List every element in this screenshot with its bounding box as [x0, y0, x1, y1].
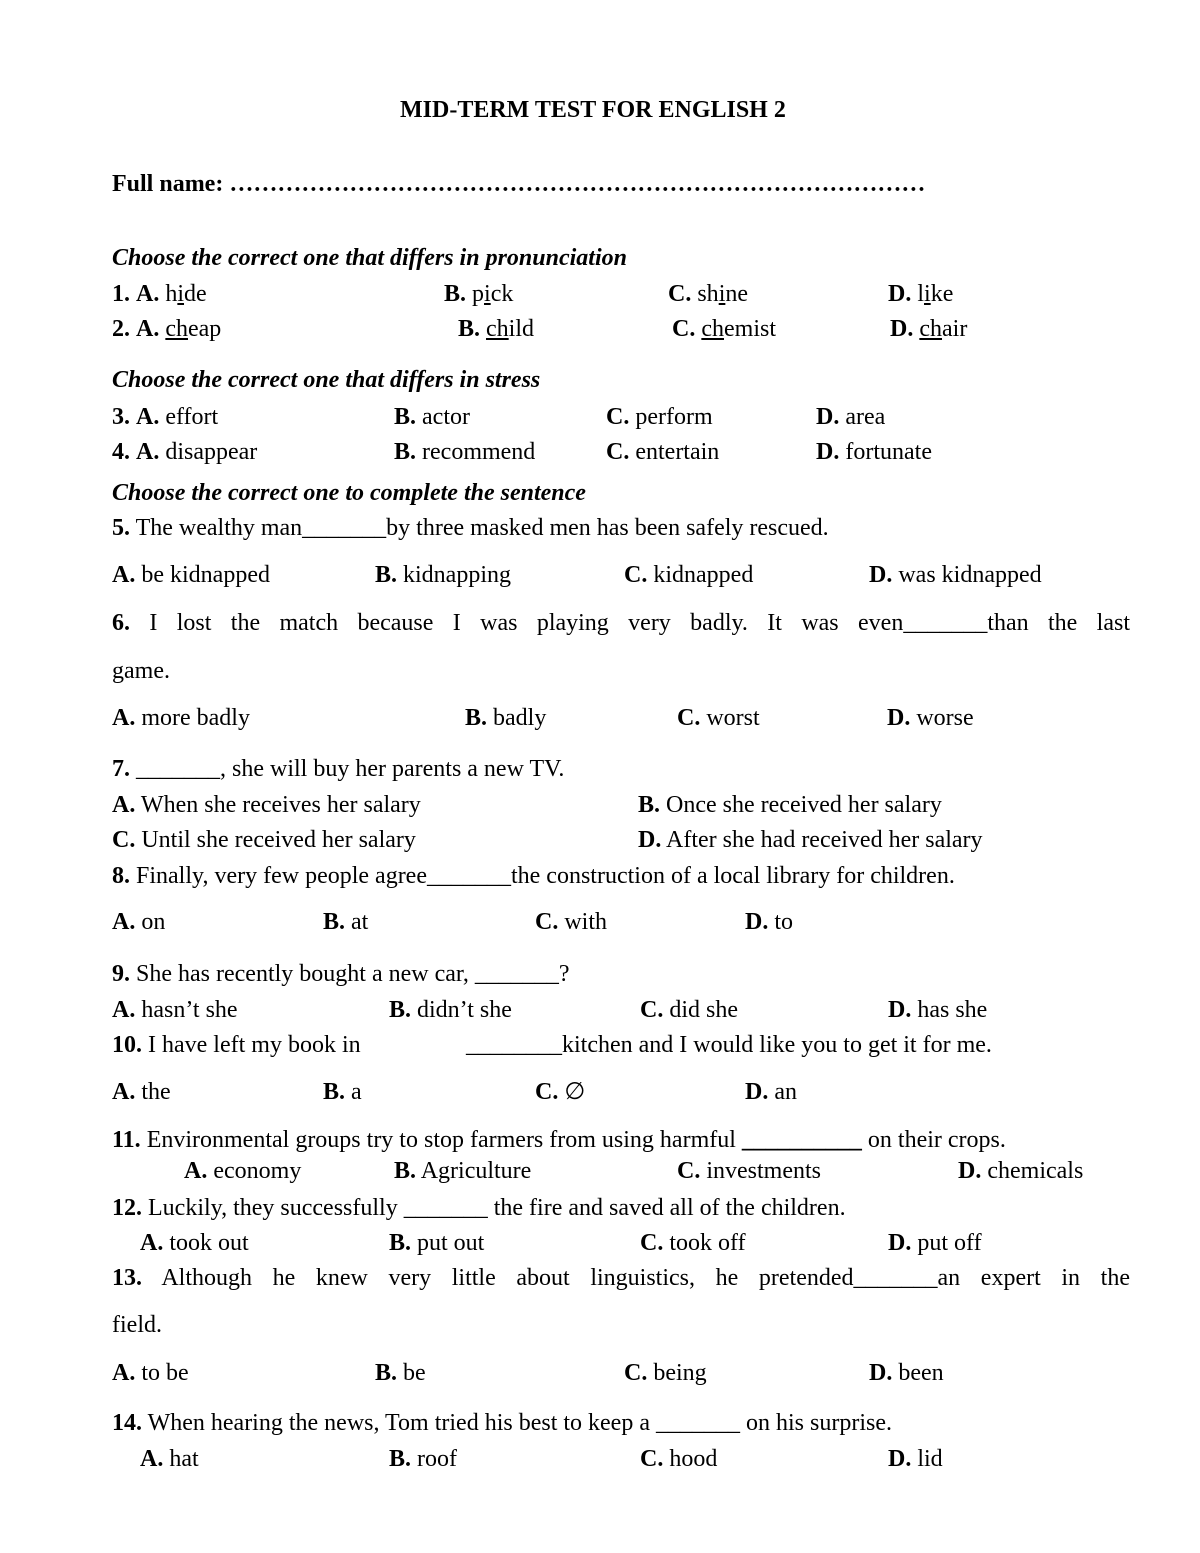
option-letter: C.: [677, 705, 701, 731]
option-letter: C.: [640, 1230, 664, 1256]
option-text: took out: [169, 1230, 249, 1256]
q2-option-a: [112, 317, 221, 341]
option-letter: C.: [606, 439, 630, 465]
option-letter: A.: [184, 1158, 208, 1184]
question-number: 6.: [112, 610, 130, 636]
option-text: kidnapping: [403, 562, 512, 588]
q1-option-d: [888, 282, 953, 306]
q10-option-c: [535, 1080, 585, 1104]
q5-option-d: [869, 563, 1042, 587]
question-number: 9.: [112, 961, 130, 987]
q7-option-d: [638, 828, 983, 852]
q10-option-a: [112, 1080, 171, 1104]
option-letter: B.: [375, 562, 398, 588]
q8-option-c: [535, 910, 607, 934]
q7-option-a: [112, 793, 421, 817]
option-text: When she receives her salary: [140, 792, 421, 818]
question-number: 14.: [112, 1410, 142, 1436]
q11-option-b: [394, 1159, 531, 1183]
q6-option-a: [112, 706, 250, 730]
q2-option-b: [458, 317, 534, 341]
question-text: The wealthy man_______by three masked men has been safely rescued.: [135, 515, 829, 541]
q11-option-c: [677, 1159, 821, 1183]
option-text: disappear: [165, 439, 258, 465]
option-text: the: [141, 1079, 171, 1105]
option-word: child: [486, 316, 535, 342]
question-number: 3.: [112, 404, 130, 430]
q10-stem-part2: ________kitchen and I would like you to get it for me.: [466, 1032, 992, 1058]
option-letter: C.: [672, 316, 696, 342]
option-text: area: [845, 404, 886, 430]
q7-option-c: [112, 828, 416, 852]
option-text: hasn’t she: [141, 997, 238, 1023]
option-letter: B.: [375, 1360, 398, 1386]
question-text: I have left my book in: [148, 1032, 361, 1058]
option-letter: B.: [389, 1230, 412, 1256]
underlined-sound: i: [924, 281, 931, 307]
q10-option-d: [745, 1080, 797, 1104]
q14-option-d: [888, 1447, 943, 1471]
option-letter: B.: [638, 792, 661, 818]
option-word: chair: [919, 316, 968, 342]
q9-option-b: [389, 998, 512, 1022]
q1-option-a: [112, 282, 207, 306]
q2-option-d: [890, 317, 967, 341]
q14-option-b: [389, 1447, 457, 1471]
option-letter: C.: [677, 1158, 701, 1184]
q8-stem: [112, 864, 955, 888]
q13-stem-line2: field.: [112, 1312, 162, 1338]
underlined-sound: ch: [919, 316, 942, 342]
option-letter: D.: [638, 827, 662, 853]
question-number: 5.: [112, 515, 130, 541]
question-number: 13.: [112, 1265, 142, 1291]
option-text: on: [141, 909, 166, 935]
q6-option-c: [677, 706, 760, 730]
option-text: at: [351, 909, 369, 935]
q11-option-a: [184, 1159, 301, 1183]
option-text: was kidnapped: [898, 562, 1042, 588]
option-letter: A.: [136, 404, 160, 430]
option-letter: D.: [890, 316, 914, 342]
option-letter: A.: [112, 1360, 136, 1386]
q7-stem: [112, 757, 564, 781]
option-letter: C.: [535, 909, 559, 935]
option-letter: A.: [140, 1230, 164, 1256]
q9-option-c: [640, 998, 738, 1022]
option-letter: D.: [816, 439, 840, 465]
option-text: Until she received her salary: [141, 827, 416, 853]
option-text: kidnapped: [653, 562, 754, 588]
underlined-sound: i: [177, 281, 185, 307]
option-word: pick: [472, 281, 514, 307]
option-text: hood: [669, 1446, 718, 1472]
option-word: like: [917, 281, 954, 307]
option-letter: A.: [112, 705, 136, 731]
option-letter: C.: [640, 997, 664, 1023]
option-letter: C.: [668, 281, 692, 307]
option-text: effort: [165, 404, 219, 430]
option-letter: A.: [140, 1446, 164, 1472]
question-text: I lost the match because I was playing very badly. It was even_______than the last: [149, 610, 1131, 636]
q6-stem-line1: [112, 611, 1130, 635]
option-letter: C.: [535, 1079, 559, 1105]
option-text: a: [351, 1079, 362, 1105]
option-text: Agriculture: [420, 1158, 532, 1184]
answer-blank: __________: [741, 1127, 862, 1153]
q10-stem-part1: [112, 1033, 361, 1057]
option-letter: A.: [136, 439, 160, 465]
underlined-sound: ch: [701, 316, 724, 342]
underlined-sound: ch: [486, 316, 509, 342]
option-text: roof: [417, 1446, 457, 1472]
underlined-sound: ch: [165, 316, 188, 342]
option-word: chemist: [701, 316, 776, 342]
option-text: did she: [669, 997, 739, 1023]
option-letter: D.: [745, 909, 769, 935]
page-title: MID-TERM TEST FOR ENGLISH 2: [400, 97, 786, 123]
q8-option-a: [112, 910, 165, 934]
option-text: be: [403, 1360, 426, 1386]
option-letter: A.: [112, 792, 136, 818]
option-text: investments: [706, 1158, 821, 1184]
option-letter: D.: [869, 1360, 893, 1386]
section-heading-pronunciation: Choose the correct one that differs in pronunciation: [112, 245, 627, 271]
option-text: After she had received her salary: [666, 827, 983, 853]
option-letter: B.: [444, 281, 467, 307]
option-letter: A.: [112, 909, 136, 935]
question-text: _______, she will buy her parents a new TV.: [136, 756, 565, 782]
option-text: be kidnapped: [141, 562, 270, 588]
q5-option-c: [624, 563, 753, 587]
question-text: Luckily, they successfully _______ the fire and saved all of the children.: [148, 1195, 846, 1221]
q3-option-b: [394, 405, 470, 429]
question-text: on their crops.: [867, 1127, 1006, 1153]
option-letter: C.: [640, 1446, 664, 1472]
option-letter: A.: [136, 281, 160, 307]
option-letter: A.: [112, 997, 136, 1023]
option-letter: C.: [606, 404, 630, 430]
option-text: perform: [635, 404, 713, 430]
q5-stem: [112, 516, 829, 540]
option-text: more badly: [141, 705, 250, 731]
q6-option-d: [887, 706, 974, 730]
option-word: hide: [165, 281, 207, 307]
question-text: Although he knew very little about linguistics, he pretended_______an expert in the: [161, 1265, 1130, 1291]
question-text: She has recently bought a new car, _______?: [136, 961, 570, 987]
option-text: being: [653, 1360, 707, 1386]
option-letter: A.: [112, 1079, 136, 1105]
full-name-label: Full name:: [112, 171, 224, 197]
option-letter: D.: [888, 997, 912, 1023]
option-letter: B.: [465, 705, 488, 731]
q3-option-a: [112, 405, 218, 429]
q9-option-d: [888, 998, 987, 1022]
q14-option-c: [640, 1447, 717, 1471]
full-name-dots: ……………………………………………………………………………: [229, 171, 926, 197]
question-number: 7.: [112, 756, 130, 782]
option-text: Once she received her salary: [666, 792, 942, 818]
q9-stem: [112, 962, 570, 986]
option-text: took off: [669, 1230, 746, 1256]
q1-option-c: [668, 282, 748, 306]
q6-stem-line2: game.: [112, 658, 170, 684]
option-letter: D.: [888, 281, 912, 307]
question-text: Environmental groups try to stop farmers from using harmful: [146, 1127, 736, 1153]
q6-option-b: [465, 706, 546, 730]
option-letter: B.: [394, 439, 417, 465]
option-letter: B.: [389, 997, 412, 1023]
option-letter: B.: [389, 1446, 412, 1472]
option-text: has she: [917, 997, 988, 1023]
option-letter: B.: [323, 909, 346, 935]
q7-option-b: [638, 793, 942, 817]
option-text: put out: [417, 1230, 485, 1256]
q11-stem: [112, 1128, 1006, 1152]
question-number: 1.: [112, 281, 130, 307]
option-text: actor: [422, 404, 470, 430]
question-number: 2.: [112, 316, 130, 342]
option-letter: C.: [624, 1360, 648, 1386]
option-letter: D.: [887, 705, 911, 731]
q3-option-c: [606, 405, 713, 429]
q13-option-b: [375, 1361, 426, 1385]
q13-stem-line1: [112, 1266, 1130, 1290]
option-letter: C.: [624, 562, 648, 588]
full-name-line: [112, 172, 925, 196]
option-letter: B.: [323, 1079, 346, 1105]
q4-option-d: [816, 440, 932, 464]
option-text: lid: [917, 1446, 943, 1472]
q1-option-b: [444, 282, 513, 306]
q2-option-c: [672, 317, 776, 341]
underlined-sound: i: [718, 281, 726, 307]
q12-option-b: [389, 1231, 484, 1255]
option-letter: B.: [458, 316, 481, 342]
q12-option-d: [888, 1231, 982, 1255]
q3-option-d: [816, 405, 885, 429]
question-number: 4.: [112, 439, 130, 465]
option-text: been: [898, 1360, 944, 1386]
option-text: with: [564, 909, 608, 935]
option-letter: D.: [888, 1230, 912, 1256]
q5-option-a: [112, 563, 270, 587]
option-text: worse: [916, 705, 974, 731]
option-text: entertain: [635, 439, 720, 465]
q11-option-d: [958, 1159, 1083, 1183]
option-letter: B.: [394, 404, 417, 430]
q4-option-b: [394, 440, 535, 464]
option-letter: D.: [869, 562, 893, 588]
option-letter: D.: [888, 1446, 912, 1472]
question-text: When hearing the news, Tom tried his best to keep a _______ on his surprise.: [147, 1410, 892, 1436]
question-number: 12.: [112, 1195, 142, 1221]
section-heading-sentence: Choose the correct one to complete the sentence: [112, 480, 586, 506]
question-text: Finally, very few people agree_______the construction of a local library for children.: [136, 863, 955, 889]
q12-option-a: [140, 1231, 249, 1255]
q4-option-a: [112, 440, 257, 464]
option-text: badly: [493, 705, 547, 731]
option-text: to: [774, 909, 794, 935]
q8-option-b: [323, 910, 368, 934]
option-letter: A.: [136, 316, 160, 342]
option-text: recommend: [422, 439, 536, 465]
q13-option-a: [112, 1361, 189, 1385]
q10-option-b: [323, 1080, 362, 1104]
option-text: to be: [141, 1360, 189, 1386]
q5-option-b: [375, 563, 511, 587]
option-text: didn’t she: [417, 997, 512, 1023]
q12-option-c: [640, 1231, 746, 1255]
option-text: an: [774, 1079, 797, 1105]
q8-option-d: [745, 910, 793, 934]
option-word: shine: [697, 281, 749, 307]
option-text: chemicals: [987, 1158, 1084, 1184]
q13-option-c: [624, 1361, 707, 1385]
underlined-sound: i: [484, 281, 491, 307]
option-text: worst: [706, 705, 760, 731]
option-text: fortunate: [845, 439, 932, 465]
q14-option-a: [140, 1447, 199, 1471]
q13-option-d: [869, 1361, 944, 1385]
q12-stem: [112, 1196, 846, 1220]
option-letter: D.: [745, 1079, 769, 1105]
q4-option-c: [606, 440, 719, 464]
option-word: cheap: [165, 316, 222, 342]
option-text: put off: [917, 1230, 982, 1256]
q14-stem: [112, 1411, 892, 1435]
option-text: economy: [213, 1158, 302, 1184]
option-letter: B.: [394, 1158, 417, 1184]
option-letter: D.: [958, 1158, 982, 1184]
option-letter: D.: [816, 404, 840, 430]
question-number: 11.: [112, 1127, 141, 1153]
option-letter: A.: [112, 562, 136, 588]
question-number: 10.: [112, 1032, 142, 1058]
q9-option-a: [112, 998, 238, 1022]
option-letter: C.: [112, 827, 136, 853]
question-number: 8.: [112, 863, 130, 889]
section-heading-stress: Choose the correct one that differs in stress: [112, 367, 541, 393]
option-text: hat: [169, 1446, 199, 1472]
option-text: ∅: [564, 1079, 586, 1105]
